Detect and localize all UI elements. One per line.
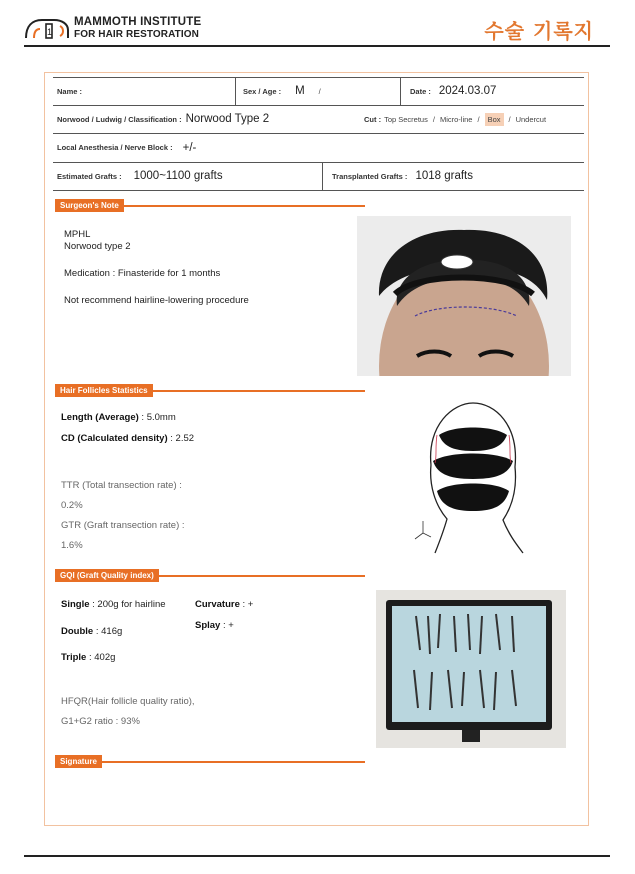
triple-row	[61, 652, 115, 663]
anesthesia-field[interactable]: +/-	[182, 141, 197, 154]
divider	[235, 78, 236, 105]
length-value: : 5.0mm	[138, 412, 176, 423]
classification-field[interactable]: Norwood Type 2	[185, 113, 270, 126]
top-divider	[24, 45, 610, 47]
single-value: : 200g for hairline	[89, 599, 166, 610]
double-value: : 416g	[93, 626, 123, 637]
gqi-header	[55, 569, 365, 583]
length-label: Length (Average)	[61, 412, 139, 423]
gtr-label: GTR (Graft transection rate) :	[61, 520, 185, 531]
sex-field[interactable]: M	[295, 85, 305, 98]
cut-label: Cut :	[364, 114, 382, 124]
scalp-strip-diagram-icon	[413, 395, 533, 555]
cut-option-micro-line[interactable]: Micro-line	[439, 114, 473, 124]
triple-value: : 402g	[86, 652, 116, 663]
cd-label: CD (Calculated density)	[61, 433, 168, 444]
surgeons-note-header	[55, 199, 365, 213]
splay-label: Splay	[195, 620, 221, 631]
svg-text:1: 1	[47, 27, 53, 37]
age-separator: /	[318, 86, 321, 96]
signature-title: Signature	[55, 755, 102, 768]
ratio-value: : 93%	[113, 716, 140, 727]
length-row	[61, 412, 176, 423]
sex-age-label: Sex / Age :	[243, 86, 282, 96]
note-line: Not recommend hairline-lowering procedure	[64, 295, 249, 306]
curvature-value: : +	[239, 599, 254, 610]
splay-value: : +	[220, 620, 234, 631]
date-field[interactable]: 2024.03.07	[438, 85, 497, 98]
transplanted-grafts-label: Transplanted Grafts :	[332, 171, 408, 181]
cut-option-top-secretus[interactable]: Top Secretus	[384, 114, 428, 124]
curvature-row	[195, 599, 253, 610]
cut-option-box[interactable]: Box	[485, 113, 504, 126]
ratio-label: G1+G2 ratio	[61, 716, 114, 727]
bottom-divider	[24, 855, 610, 857]
transplanted-grafts-field[interactable]: 1018 grafts	[415, 170, 473, 183]
document-title: 수술 기록지	[484, 19, 594, 43]
patient-head-image	[357, 216, 571, 376]
monitor-grafts-image	[376, 590, 566, 748]
note-line: MPHL	[64, 229, 91, 240]
record-frame	[44, 72, 589, 826]
classification-label: Norwood / Ludwig / Classification :	[57, 114, 182, 124]
single-row	[61, 599, 166, 610]
hfqr-label: HFQR(Hair follicle quality ratio),	[61, 696, 195, 707]
info-row-anesthesia	[53, 134, 584, 163]
patient-front-photo	[357, 216, 571, 376]
surgeons-note-title: Surgeon's Note	[55, 199, 124, 212]
signature-header	[55, 755, 365, 769]
double-row	[61, 626, 122, 637]
follicle-stats-title: Hair Follicles Statistics	[55, 384, 153, 397]
info-row-name	[53, 77, 584, 106]
ratio-row	[61, 716, 140, 727]
page-header	[24, 12, 610, 46]
ttr-value: 0.2%	[61, 500, 83, 511]
patient-info-table	[53, 77, 584, 191]
logo-text-line1: MAMMOTH INSTITUTE	[74, 16, 202, 28]
gqi-title: GQI (Graft Quality index)	[55, 569, 159, 582]
signature-area[interactable]	[61, 778, 361, 818]
logo-text-line2: FOR HAIR RESTORATION	[74, 29, 199, 40]
triple-label: Triple	[61, 652, 87, 663]
estimated-grafts-label: Estimated Grafts :	[57, 171, 122, 181]
follicle-stats-header	[55, 384, 365, 398]
info-row-grafts	[53, 163, 584, 192]
divider	[322, 163, 323, 191]
anesthesia-label: Local Anesthesia / Nerve Block :	[57, 143, 173, 153]
double-label: Double	[61, 626, 94, 637]
mammoth-logo-icon	[24, 14, 72, 40]
note-line: Medication : Finasteride for 1 months	[64, 268, 221, 279]
curvature-label: Curvature	[195, 599, 240, 610]
cd-row	[61, 433, 194, 444]
info-row-classification	[53, 106, 584, 135]
gtr-value: 1.6%	[61, 540, 83, 551]
splay-row	[195, 620, 234, 631]
divider	[400, 78, 401, 105]
name-label: Name :	[57, 86, 83, 96]
note-line: Norwood type 2	[64, 241, 131, 252]
cd-value: : 2.52	[167, 433, 195, 444]
single-label: Single	[61, 599, 90, 610]
graft-microscope-photo	[376, 590, 566, 748]
cut-options: Cut : Top Secretus / Micro-line / Box / Undercut	[364, 114, 547, 124]
ttr-label: TTR (Total transection rate) :	[61, 480, 182, 491]
cut-option-undercut[interactable]: Undercut	[515, 114, 547, 124]
estimated-grafts-field[interactable]: 1000~1100 grafts	[133, 170, 223, 183]
date-label: Date :	[410, 86, 431, 96]
donor-area-diagram	[413, 395, 533, 555]
